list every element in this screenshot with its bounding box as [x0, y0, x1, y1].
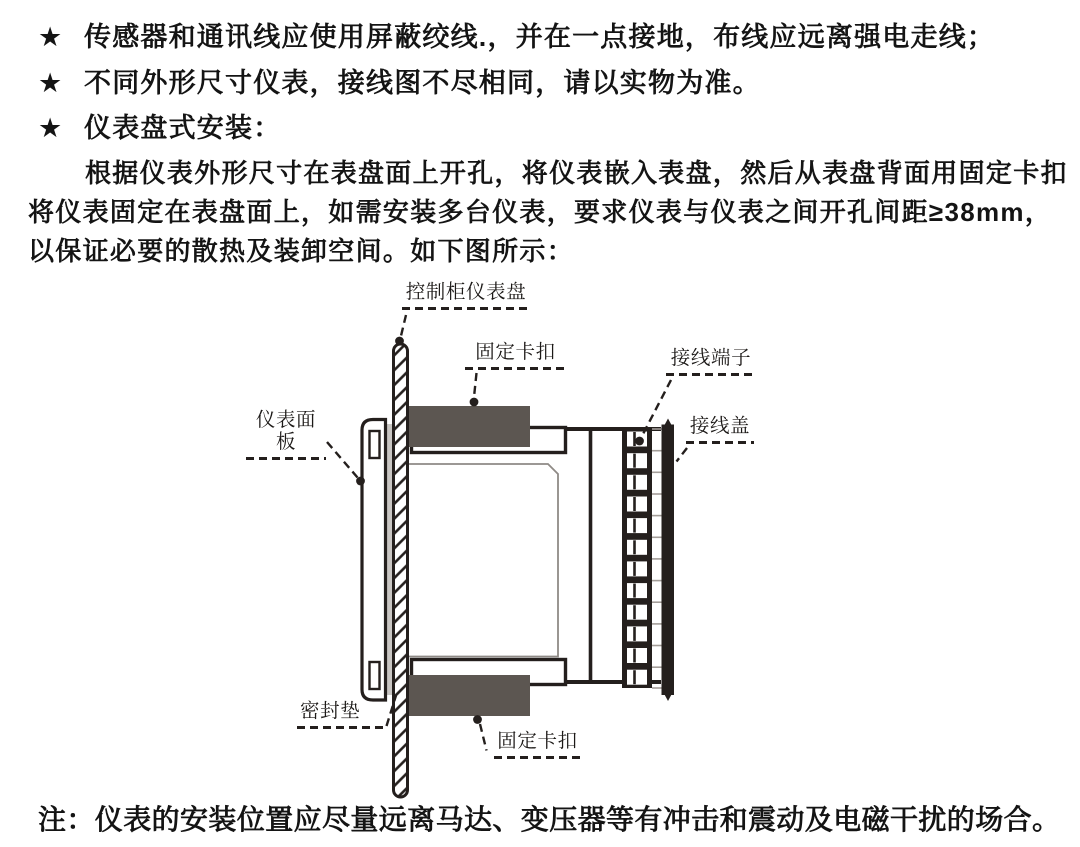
- cabinet-panel-bar: [394, 344, 408, 797]
- label-text: 仪表面板: [255, 409, 317, 453]
- label-text: 固定卡扣: [497, 730, 578, 752]
- diagram-label-fixing-clip-top: [465, 341, 566, 370]
- diagram-label-cabinet-panel: [402, 281, 530, 310]
- star-icon: ★: [38, 68, 64, 98]
- bullet-text: 传感器和通讯线应使用屏蔽绞线.，并在一点接地，布线应远离强电走线；: [84, 22, 996, 52]
- label-text: 接线端子: [670, 347, 752, 369]
- label-text: 接线盖: [689, 415, 751, 437]
- diagram-label-gasket: [297, 700, 387, 729]
- wiring-cover: [662, 419, 675, 702]
- label-text: 密封垫: [300, 700, 361, 722]
- label-text: 固定卡扣: [475, 341, 556, 363]
- diagram-label-fixing-clip-bottom: [494, 730, 581, 759]
- label-underline: [686, 441, 754, 444]
- instrument-faceplate: [362, 420, 386, 701]
- bullet-text: 仪表盘式安装：: [84, 113, 282, 143]
- label-underline: [666, 373, 756, 376]
- diagram-label-terminal: [666, 347, 756, 376]
- bullet-text: 不同外形尺寸仪表，接线图不尽相同，请以实物为准。: [84, 68, 761, 98]
- paragraph-line: 根据仪表外形尺寸在表盘面上开孔，将仪表嵌入表盘，然后从表盘背面用固定卡扣: [85, 158, 1068, 188]
- terminal-block: [622, 427, 662, 688]
- diagram-label-cover: [686, 415, 754, 444]
- label-underline: [402, 307, 530, 310]
- note-text: 注：仪表的安装位置应尽量远离马达、变压器等有冲击和震动及电磁干扰的场合。: [38, 804, 1061, 835]
- star-icon: ★: [38, 113, 64, 143]
- label-underline: [465, 367, 566, 370]
- label-underline: [297, 726, 387, 729]
- label-underline: [494, 756, 581, 759]
- diagram-label-faceplate: [246, 409, 326, 460]
- fixing-clip-top: [407, 406, 530, 447]
- terminal-pin-lines: [652, 429, 662, 688]
- label-text: 控制柜仪表盘: [405, 281, 527, 303]
- paragraph-line: 以保证必要的散热及装卸空间。如下图所示：: [28, 236, 575, 266]
- label-underline: [246, 457, 326, 460]
- paragraph-line: 将仪表固定在表盘面上，如需安装多台仪表，要求仪表与仪表之间开孔间距≥38mm，: [28, 197, 1053, 227]
- fixing-clip-bottom: [407, 675, 530, 716]
- instrument-body-inner: [402, 464, 558, 657]
- star-icon: ★: [38, 22, 64, 52]
